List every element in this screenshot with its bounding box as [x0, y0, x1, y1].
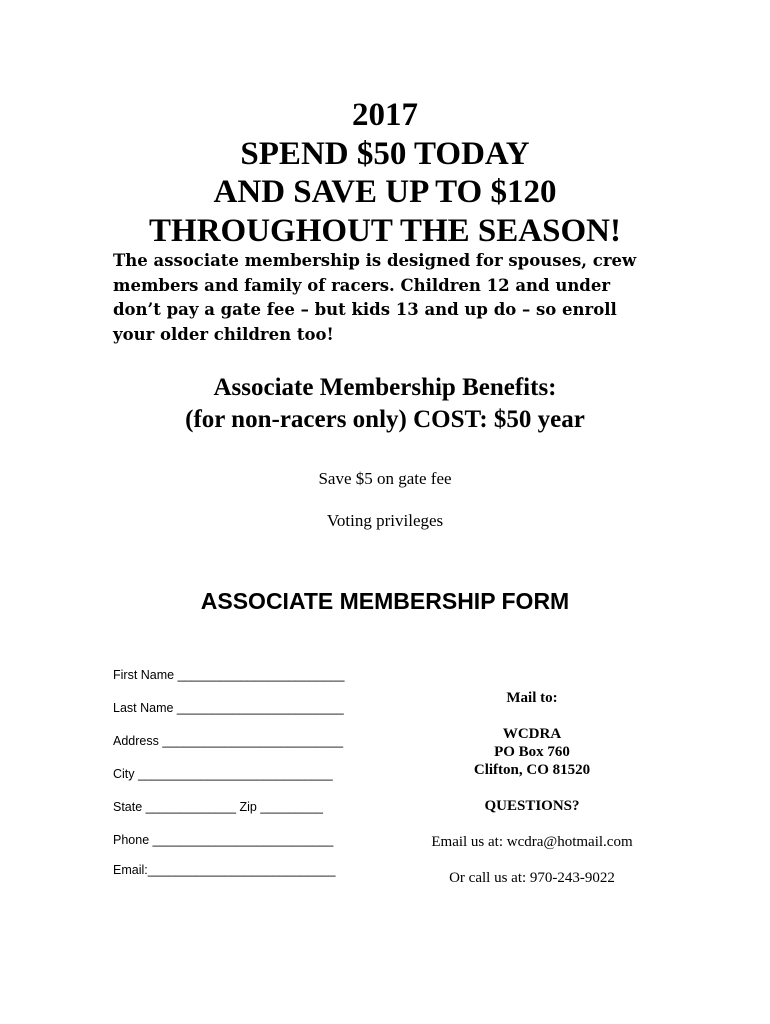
- mail-po-box: PO Box 760: [494, 744, 570, 760]
- headline-line-2: AND SAVE UP TO $120: [213, 174, 557, 210]
- field-first-name[interactable]: First Name ________________________: [113, 668, 345, 682]
- field-last-name[interactable]: Last Name ________________________: [113, 701, 344, 715]
- benefits-heading: Associate Membership Benefits:: [213, 374, 557, 401]
- form-title: ASSOCIATE MEMBERSHIP FORM: [200, 588, 570, 614]
- headline-line-3: THROUGHOUT THE SEASON!: [149, 213, 621, 249]
- benefit-item-voting: Voting privileges: [326, 511, 444, 530]
- headline-line-1: SPEND $50 TODAY: [240, 136, 530, 172]
- mail-city-state-zip: Clifton, CO 81520: [473, 762, 591, 778]
- mail-org: WCDRA: [502, 726, 562, 742]
- field-state-zip[interactable]: State _____________ Zip _________: [113, 800, 323, 814]
- questions-label: QUESTIONS?: [484, 798, 580, 814]
- field-phone[interactable]: Phone __________________________: [113, 833, 334, 847]
- benefit-item-gate-fee: Save $5 on gate fee: [318, 469, 452, 488]
- field-address[interactable]: Address __________________________: [113, 734, 344, 748]
- intro-paragraph: The associate membership is designed for spouses, crew members and family of racers. Children 12 and under don’t pay a gate fee – but kids 13 and up do – so enroll your older children too!: [113, 251, 637, 344]
- mail-to-label: Mail to:: [506, 690, 558, 706]
- field-city[interactable]: City ____________________________: [113, 767, 333, 781]
- benefits-cost: (for non-racers only) COST: $50 year: [185, 406, 585, 433]
- contact-phone: Or call us at: 970-243-9022: [449, 870, 615, 886]
- headline-year: 2017: [352, 97, 418, 133]
- field-email[interactable]: Email:___________________________: [113, 863, 336, 877]
- contact-email: Email us at: wcdra@hotmail.com: [431, 834, 633, 850]
